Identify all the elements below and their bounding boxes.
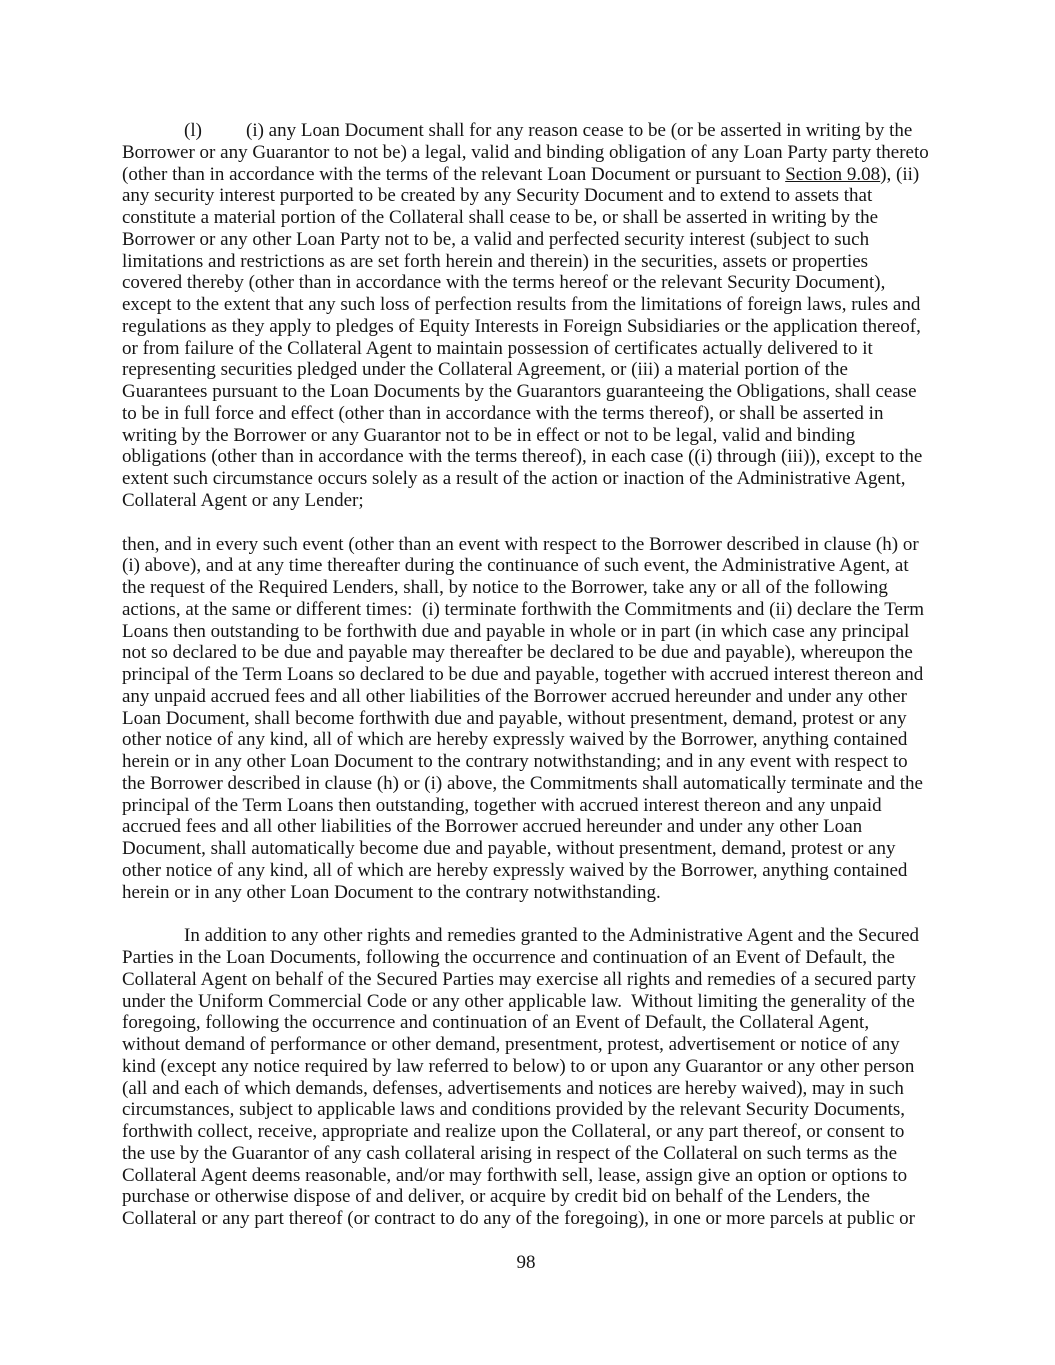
paragraph-clause-l bbox=[122, 120, 934, 512]
paragraph-collateral-rights bbox=[122, 925, 930, 1230]
clause-l-text-before-ref: (i) any Loan Document shall for any reason cease to be (or be asserted in writing by the Borrower or any Guarantor to not be) a legal, valid and binding obligation of any Loan Party party thereto (other than in accordance with the terms of the relevant Loan Document or pursuant to bbox=[122, 120, 934, 185]
clause-l-marker: (l) bbox=[184, 120, 202, 141]
page-footer bbox=[122, 1252, 930, 1274]
remedies-text: then, and in every such event (other than an event with respect to the Borrower described in clause (h) or (i) above), and at any time thereafter during the continuance of such event, the Administrative Agent, at the request of the Required Lenders, shall, by notice to the Borrower, take any or all of the following actions, at the same or different times: (i) terminate forthwith the Commitments and (ii) declare the Term Loans then outstanding to be forthwith due and payable in whole or in part (in which case any principal not so declared to be due and payable may thereafter be declared to be due and payable), whereupon the principal of the Term Loans so declared to be due and payable, together with accrued interest thereon and any unpaid accrued fees and all other liabilities of the Borrower accrued hereunder and under any other Loan Document, shall become forthwith due and payable, without presentment, demand, protest or any other notice of any kind, all of which are hereby expressly waived by the Borrower, anything contained herein or in any other Loan Document to the contrary notwithstanding; and in any event with respect to the Borrower described in clause (h) or (i) above, the Commitments shall automatically terminate and the principal of the Term Loans then outstanding, together with accrued interest thereon and any unpaid accrued fees and all other liabilities of the Borrower accrued hereunder and under any other Loan Document, shall automatically become due and payable, without presentment, demand, protest or any other notice of any kind, all of which are hereby expressly waived by the Borrower, anything contained herein or in any other Loan Document to the contrary notwithstanding. bbox=[122, 533, 929, 903]
page-number: 98 bbox=[516, 1251, 536, 1273]
clause-l-text-after-ref: ), (ii) any security interest purported to be created by any Security Document and to extend to assets that constitute a material portion of the Collateral shall cease to be, or shall be asserted in writing by the Borrower or any other Loan Party not to be, a valid and perfected security interest (subject to such limitations and restrictions as are set forth herein and therein) in the securities, assets or properties covered thereby (other than in accordance with the terms hereof or the relevant Security Document), except to the extent that any such loss of perfection results from the limitations of foreign laws, rules and regulations as they apply to pledges of Equity Interests in Foreign Subsidiaries or the application thereof, or from failure of the Collateral Agent to maintain possession of certificates actually delivered to it representing securities pledged under the Collateral Agreement, or (iii) a material portion of the Guarantees pursuant to the Loan Documents by the Guarantors guaranteeing the Obligations, shall cease to be in full force and effect (other than in accordance with the terms thereof), or shall be asserted in writing by the Borrower or any Guarantor not to be in effect or not to be legal, valid and binding obligations (other than in accordance with the terms thereof), in each case ((i) through (iii)), except to the extent such circumstance occurs solely as a result of the action or inaction of the Administrative Agent, Collateral Agent or any Lender; bbox=[122, 163, 928, 511]
section-9-08-reference: Section 9.08 bbox=[785, 163, 881, 185]
paragraph-remedies bbox=[122, 534, 930, 904]
collateral-rights-text: In addition to any other rights and remedies granted to the Administrative Agent and the Secured Parties in the Loan Documents, following the occurrence and continuation of an Event of Default, the Collateral Agent on behalf of the Secured Parties may exercise all rights and remedies of a secured party under the Uniform Commercial Code or any other applicable law. Without limiting the generality of the foregoing, following the occurrence and continuation of an Event of Default, the Collateral Agent, without demand of performance or other demand, presentment, protest, advertisement or notice of any kind (except any notice required by law referred to below) to or upon any Guarantor or any other person (all and each of which demands, defenses, advertisements and notices are hereby waived), may in such circumstances, subject to applicable laws and conditions provided by the relevant Security Documents, forthwith collect, receive, appropriate and realize upon the Collateral, or any part thereof, or consent to the use by the Guarantor of any cash collateral arising in respect of the Collateral on such terms as the Collateral Agent deems reasonable, and/or may forthwith sell, lease, assign give an option or options to purchase or otherwise dispose of and deliver, or acquire by credit bid on behalf of the Lenders, the Collateral or any part thereof (or contract to do any of the foregoing), in one or more parcels at public or bbox=[122, 925, 924, 1229]
